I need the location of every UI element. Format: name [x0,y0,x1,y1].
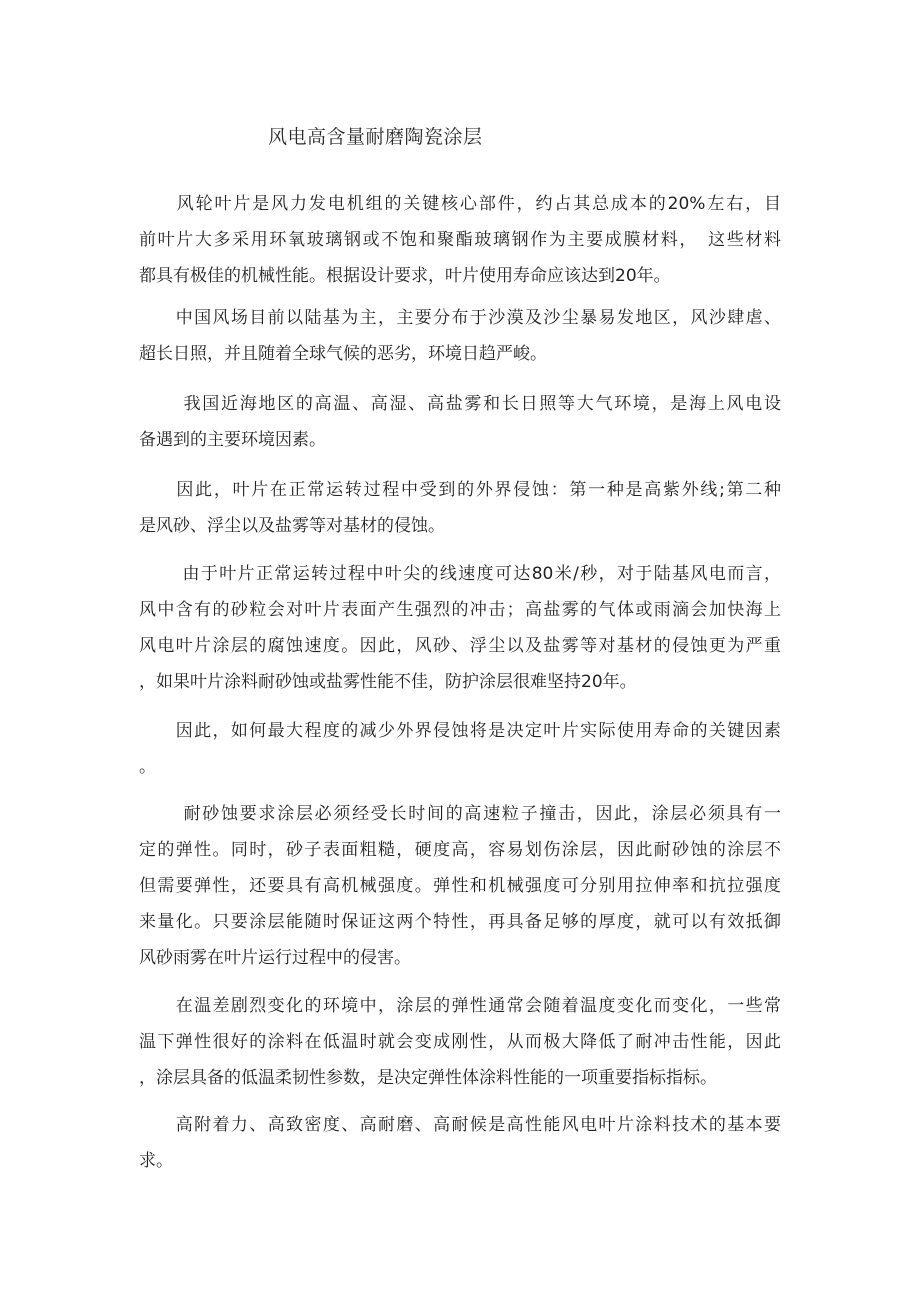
paragraph-8 [139,988,781,1096]
paragraph-3 [139,386,781,458]
paragraph-line: 都具有极佳的机械性能。根据设计要求，叶片使用寿命应该达到20年。 [139,266,671,286]
paragraph-line: 耐砂蚀要求涂层必须经受长时间的高速粒子撞击，因此，涂层必须具有一 [139,804,781,824]
paragraph-line: 。 [139,757,156,777]
paragraph-line: 备遇到的主要环境因素。 [139,430,326,450]
paragraph-line: 是风砂、浮尘以及盐雾等对基材的侵蚀。 [139,516,445,536]
paragraph-line: 温下弹性很好的涂料在低温时就会变成刚性，从而极大降低了耐冲击性能，因此 [139,1032,781,1052]
paragraph-line: ，涂层具备的低温柔韧性参数，是决定弹性体涂料性能的一项重要指标指标。 [139,1068,717,1088]
paragraph-line: 风轮叶片是风力发电机组的关键核心部件，约占其总成本的20%左右，目 [139,194,781,214]
paragraph-line: 高附着力、高致密度、高耐磨、高耐候是高性能风电叶片涂料技术的基本要 [139,1115,781,1135]
paragraph-line: 由于叶片正常运转过程中叶尖的线速度可达80米/秒，对于陆基风电而言， [139,564,781,584]
paragraph-line: 因此，叶片在正常运转过程中受到的外界侵蚀：第一种是高紫外线;第二种 [139,480,781,500]
paragraph-5 [139,556,781,700]
paragraph-line: ，如果叶片涂料耐砂蚀或盐雾性能不佳，防护涂层很难坚持20年。 [139,672,637,692]
paragraph-2 [139,300,781,372]
paragraph-4 [139,472,781,544]
paragraph-line: 中国风场目前以陆基为主，主要分布于沙漠及沙尘暴易发地区，风沙肆虐、 [139,308,781,328]
paragraph-line: 超长日照，并且随着全球气候的恶劣，环境日趋严峻。 [139,344,547,364]
paragraph-line: 风电叶片涂层的腐蚀速度。因此，风砂、浮尘以及盐雾等对基材的侵蚀更为严重 [139,636,781,656]
paragraph-line: 因此，如何最大程度的减少外界侵蚀将是决定叶片实际使用寿命的关键因素 [139,721,781,741]
paragraph-7 [139,796,781,976]
paragraph-line: 风砂雨雾在叶片运行过程中的侵害。 [139,948,411,968]
paragraph-line: 但需要弹性，还要具有高机械强度。弹性和机械强度可分别用拉伸率和抗拉强度 [139,876,781,896]
paragraph-9 [139,1107,781,1179]
paragraph-6 [139,713,781,785]
paragraph-line: 来量化。只要涂层能随时保证这两个特性，再具备足够的厚度，就可以有效抵御 [139,912,781,932]
paragraph-line: 定的弹性。同时，砂子表面粗糙，硬度高，容易划伤涂层，因此耐砂蚀的涂层不 [139,840,781,860]
paragraph-1 [139,186,781,294]
paragraph-line: 我国近海地区的高温、高湿、高盐雾和长日照等大气环境，是海上风电设 [139,394,781,414]
paragraph-line: 在温差剧烈变化的环境中，涂层的弹性通常会随着温度变化而变化，一些常 [139,996,781,1016]
paragraph-line: 前叶片大多采用环氧玻璃钢或不饱和聚酯玻璃钢作为主要成膜材料， 这些材料 [139,230,781,250]
document-title: 风电高含量耐磨陶瓷涂层 [268,126,483,148]
paragraph-line: 求。 [139,1151,173,1171]
paragraph-line: 风中含有的砂粒会对叶片表面产生强烈的冲击；高盐雾的气体或雨滴会加快海上 [139,600,781,620]
